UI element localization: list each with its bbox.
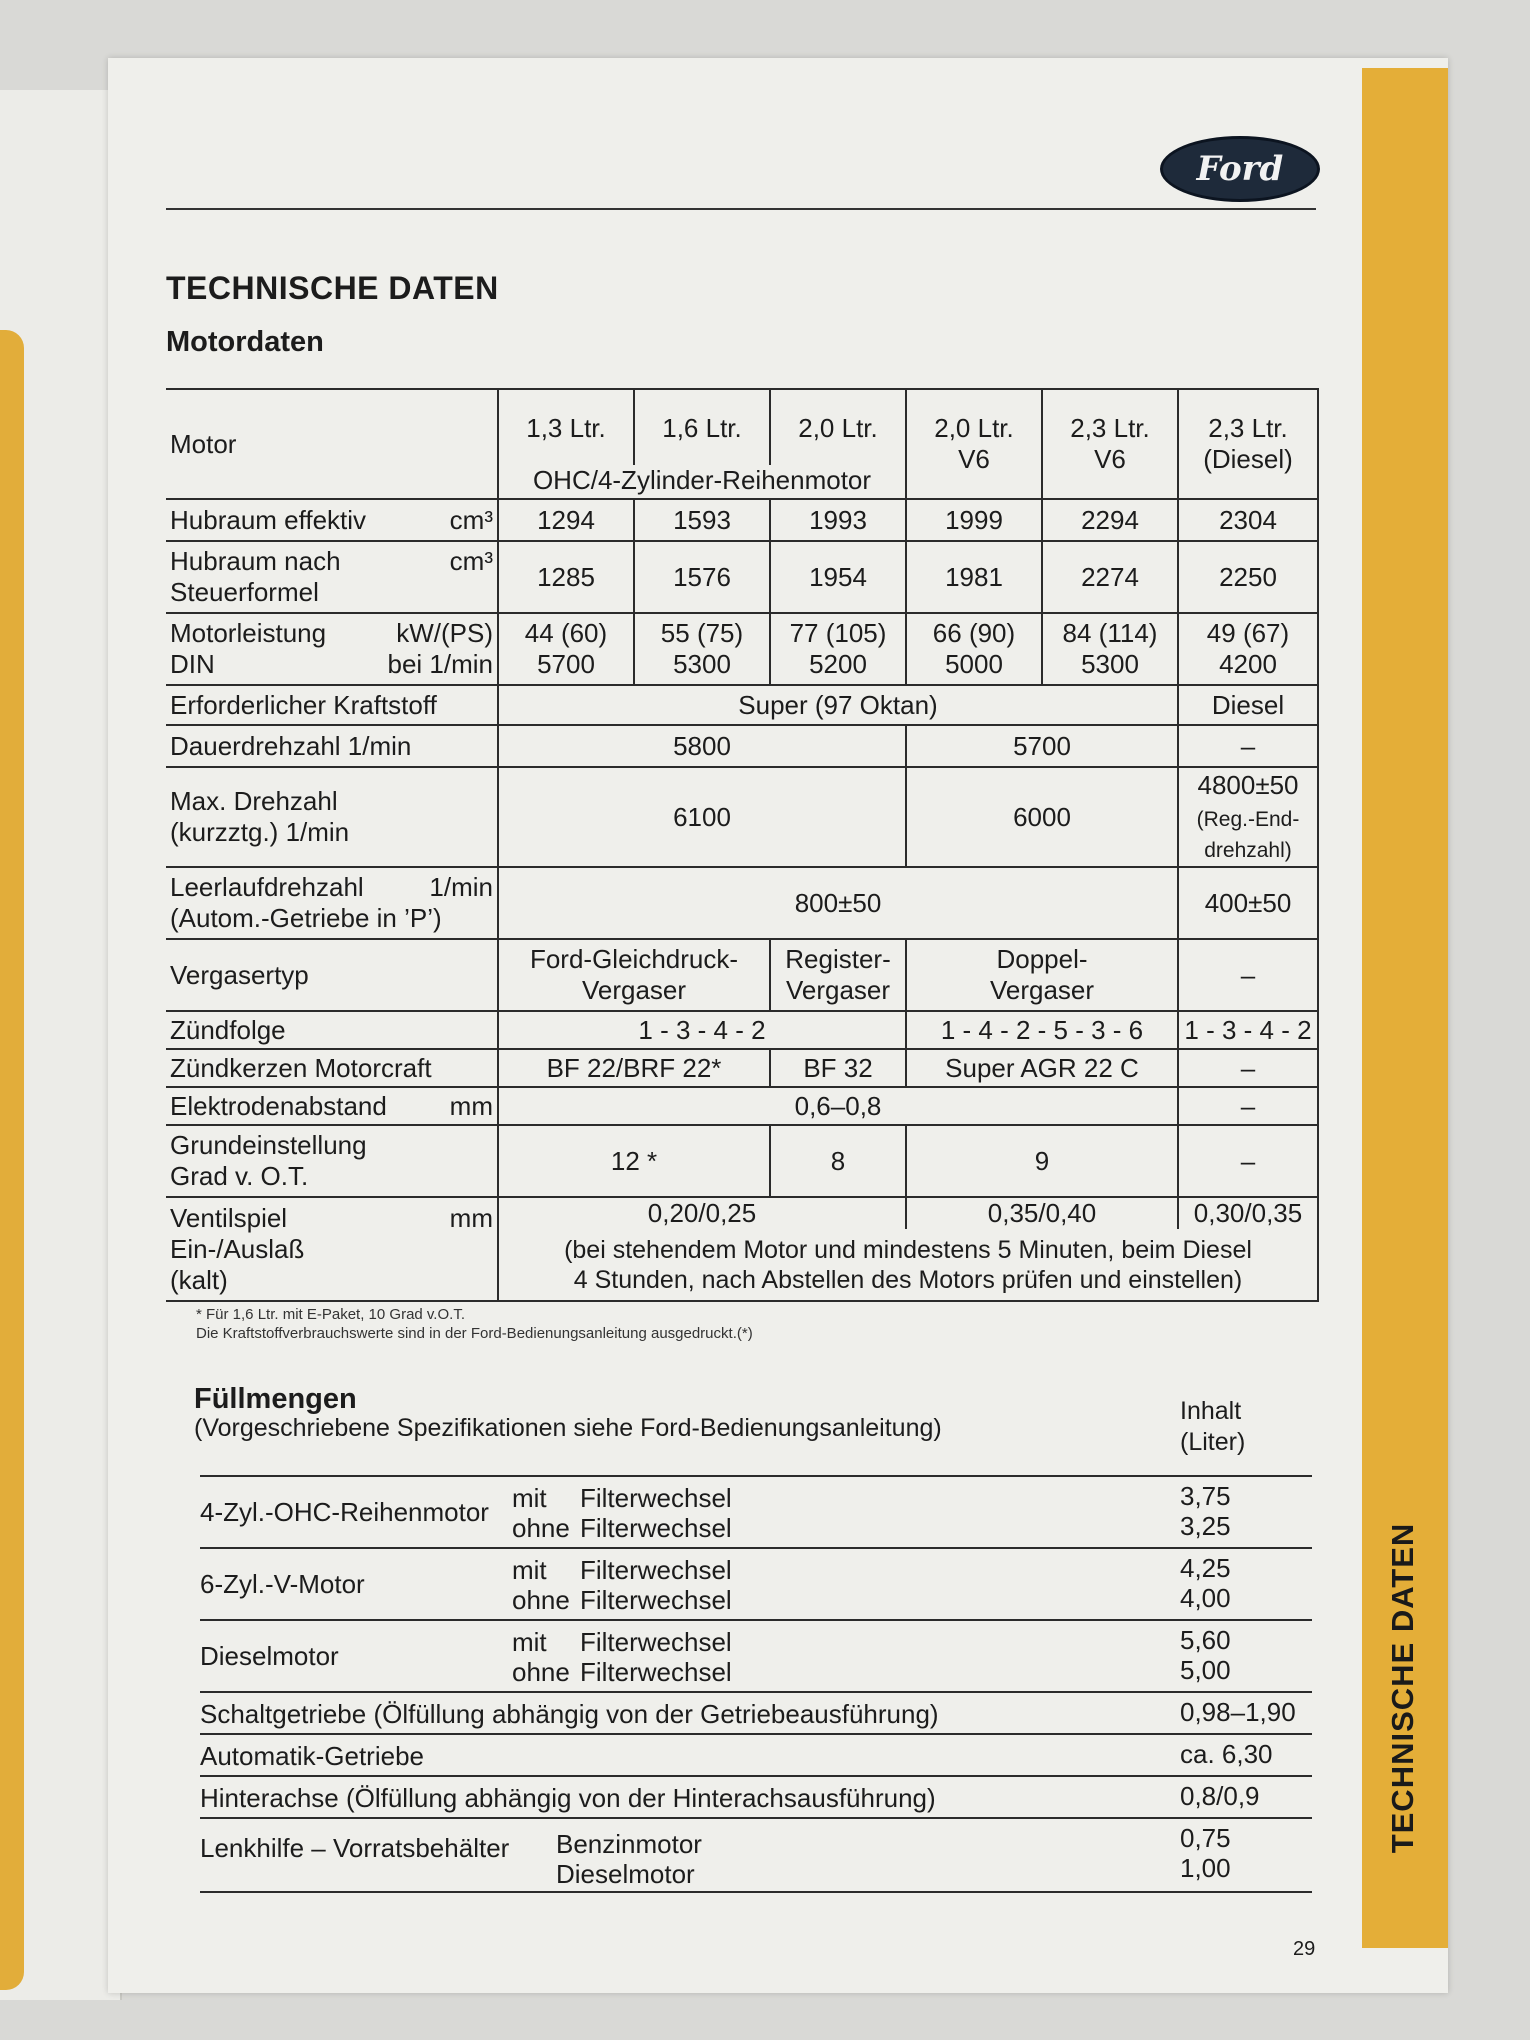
row-label: Motorleistung DIN kW/(PS) bei 1/min — [166, 613, 498, 685]
footnotes — [196, 1306, 753, 1344]
table-cell: 8 — [770, 1125, 906, 1197]
row-label: Zündkerzen Motorcraft — [166, 1049, 498, 1087]
table-cell: 1981 — [906, 541, 1042, 613]
table-row — [166, 541, 1318, 613]
fill-filter: Filterwechsel — [580, 1657, 732, 1687]
table-cell: 77 (105) 5200 — [770, 613, 906, 685]
side-tab-band — [1362, 68, 1448, 1948]
header-cell: OHC/4-Zylinder-Reihenmotor — [498, 465, 906, 499]
fill-sublabel: Dieselmotor — [556, 1859, 695, 1889]
table-cell: 84 (114) 5300 — [1042, 613, 1178, 685]
row-label: Hubraum effektiv cm³ — [166, 499, 498, 541]
table-row — [166, 767, 1318, 867]
header-rule — [166, 208, 1316, 210]
footnote-2: Die Kraftstoffverbrauchswerte sind in der Ford-Bedienungsanleitung ausgedruckt.(*) — [196, 1324, 753, 1342]
row-label: Zündfolge — [166, 1011, 498, 1049]
table-cell: Super (97 Oktan) — [498, 685, 1178, 725]
table-cell: 1 - 4 - 2 - 5 - 3 - 6 — [906, 1011, 1178, 1049]
fill-filter: Filterwechsel — [580, 1513, 732, 1543]
row-label: Ventilspiel mm Ein-/Auslaß (kalt) — [166, 1197, 498, 1301]
table-cell: 1576 — [634, 541, 770, 613]
table-row — [166, 613, 1318, 685]
table-cell-note: (bei stehendem Motor und mindestens 5 Minuten, beim Diesel 4 Stunden, nach Abstellen des Motors prüfen und einstellen) — [498, 1229, 1318, 1301]
table-cell: 1954 — [770, 541, 906, 613]
table-cell: BF 32 — [770, 1049, 906, 1087]
table-cell: Diesel — [1178, 685, 1318, 725]
row-label: Grundeinstellung Grad v. O.T. — [166, 1125, 498, 1197]
table-cell: 2294 — [1042, 499, 1178, 541]
table-cell: 0,30/0,35 — [1178, 1197, 1318, 1229]
row-label: Max. Drehzahl (kurzztg.) 1/min — [166, 767, 498, 867]
ford-logo-text: Ford — [1196, 149, 1284, 189]
table-row — [166, 389, 1318, 465]
fill-label: Schaltgetriebe (Ölfüllung abhängig von der Getriebeausführung) — [200, 1699, 939, 1729]
fill-ohne: ohne — [512, 1585, 570, 1615]
table-cell: 2274 — [1042, 541, 1178, 613]
header-cell: 1,6 Ltr. — [634, 389, 770, 465]
table-row — [166, 499, 1318, 541]
fill-label: 6-Zyl.-V-Motor — [200, 1569, 365, 1599]
table-row — [166, 867, 1318, 939]
left-page-color-strip — [0, 330, 24, 1990]
fill-filter: Filterwechsel — [580, 1483, 732, 1513]
fill-mit: mit — [512, 1627, 547, 1657]
table-cell: 0,6–0,8 — [498, 1087, 1178, 1125]
fill-label: Hinterachse (Ölfüllung abhängig von der Hinterachsausführung) — [200, 1783, 936, 1813]
fill-ohne: ohne — [512, 1513, 570, 1543]
row-label: Elektrodenabstand mm — [166, 1087, 498, 1125]
row-label: Erforderlicher Kraftstoff — [166, 685, 498, 725]
fill-value: 0,75 — [1180, 1823, 1231, 1853]
fuellmengen-subtitle: (Vorgeschriebene Spezifikationen siehe Ford-Bedienungsanleitung) — [194, 1414, 942, 1442]
table-cell: – — [1178, 1087, 1318, 1125]
table-cell: – — [1178, 725, 1318, 767]
table-cell: 1993 — [770, 499, 906, 541]
side-tab-label: TECHNISCHE DATEN — [1385, 1522, 1420, 1854]
table-cell: 9 — [906, 1125, 1178, 1197]
table-cell: 5800 — [498, 725, 906, 767]
engine-data-table — [166, 388, 1319, 1302]
header-cell: 2,3 Ltr. V6 — [1042, 389, 1178, 499]
table-cell: 44 (60) 5700 — [498, 613, 634, 685]
table-cell: BF 22/BRF 22* — [498, 1049, 770, 1087]
table-cell: 6000 — [906, 767, 1178, 867]
fill-value: 5,00 — [1180, 1655, 1231, 1685]
fill-sublabel: Benzinmotor — [556, 1829, 702, 1859]
fill-value: 0,8/0,9 — [1180, 1781, 1260, 1811]
table-row — [200, 1733, 1312, 1775]
document-page — [108, 58, 1448, 1993]
inhalt-header: Inhalt (Liter) — [1180, 1397, 1246, 1457]
page-title: TECHNISCHE DATEN — [166, 270, 499, 306]
header-cell: 2,0 Ltr. V6 — [906, 389, 1042, 499]
table-cell: 400±50 — [1178, 867, 1318, 939]
row-label: Vergasertyp — [166, 939, 498, 1011]
table-cell: 12 * — [498, 1125, 770, 1197]
table-cell: 5700 — [906, 725, 1178, 767]
row-label: Leerlaufdrehzahl 1/min (Autom.-Getriebe in ’P’) — [166, 867, 498, 939]
table-row — [166, 1125, 1318, 1197]
table-row — [200, 1547, 1312, 1619]
table-cell: 2304 — [1178, 499, 1318, 541]
section-title-motordaten: Motordaten — [166, 326, 324, 358]
table-cell: – — [1178, 1125, 1318, 1197]
fill-label: Lenkhilfe – Vorratsbehälter — [200, 1833, 510, 1863]
table-cell: 1285 — [498, 541, 634, 613]
table-row — [166, 725, 1318, 767]
fill-filter: Filterwechsel — [580, 1555, 732, 1585]
left-page-edge — [0, 90, 122, 2000]
table-row — [166, 685, 1318, 725]
page-number: 29 — [1293, 1938, 1316, 1960]
table-cell: 55 (75) 5300 — [634, 613, 770, 685]
fill-quantities-table — [200, 1475, 1312, 1893]
fill-label: 4-Zyl.-OHC-Reihenmotor — [200, 1497, 489, 1527]
table-row — [200, 1619, 1312, 1691]
table-cell: 1 - 3 - 4 - 2 — [498, 1011, 906, 1049]
table-cell: – — [1178, 939, 1318, 1011]
fill-ohne: ohne — [512, 1657, 570, 1687]
header-cell: 1,3 Ltr. — [498, 389, 634, 465]
table-cell: Ford-Gleichdruck- Vergaser — [498, 939, 770, 1011]
fill-label: Dieselmotor — [200, 1641, 339, 1671]
table-row — [200, 1691, 1312, 1733]
header-cell: 2,0 Ltr. — [770, 389, 906, 465]
table-cell: 2250 — [1178, 541, 1318, 613]
fill-value: 3,25 — [1180, 1511, 1231, 1541]
table-cell: 66 (90) 5000 — [906, 613, 1042, 685]
table-cell: 0,20/0,25 — [498, 1197, 906, 1229]
table-row — [166, 1197, 1318, 1229]
table-cell: 6100 — [498, 767, 906, 867]
table-cell: 49 (67) 4200 — [1178, 613, 1318, 685]
table-cell: 1999 — [906, 499, 1042, 541]
fill-value: 4,00 — [1180, 1583, 1231, 1613]
table-cell: – — [1178, 1049, 1318, 1087]
fill-mit: mit — [512, 1555, 547, 1585]
table-cell: 1294 — [498, 499, 634, 541]
table-cell: 4800±50 (Reg.-End- drehzahl) — [1178, 767, 1318, 867]
fill-filter: Filterwechsel — [580, 1627, 732, 1657]
table-cell: 1593 — [634, 499, 770, 541]
table-row — [200, 1817, 1312, 1893]
fill-filter: Filterwechsel — [580, 1585, 732, 1615]
table-row — [200, 1475, 1312, 1547]
header-motor: Motor — [166, 389, 498, 499]
footnote-1: * Für 1,6 Ltr. mit E-Paket, 10 Grad v.O.T. — [196, 1306, 465, 1323]
row-label: Hubraum nach Steuerformel cm³ — [166, 541, 498, 613]
fill-value: 3,75 — [1180, 1481, 1231, 1511]
table-cell: 1 - 3 - 4 - 2 — [1178, 1011, 1318, 1049]
table-row — [166, 939, 1318, 1011]
fill-value: ca. 6,30 — [1180, 1739, 1273, 1769]
table-cell: 0,35/0,40 — [906, 1197, 1178, 1229]
table-cell: Register- Vergaser — [770, 939, 906, 1011]
table-row — [200, 1775, 1312, 1817]
table-row — [166, 1011, 1318, 1049]
fill-label: Automatik-Getriebe — [200, 1741, 424, 1771]
table-row — [166, 1049, 1318, 1087]
ford-logo — [1160, 136, 1320, 202]
row-label: Dauerdrehzahl 1/min — [166, 725, 498, 767]
fill-value: 5,60 — [1180, 1625, 1231, 1655]
fill-value: 1,00 — [1180, 1853, 1231, 1883]
fill-mit: mit — [512, 1483, 547, 1513]
fill-value: 4,25 — [1180, 1553, 1231, 1583]
table-row — [166, 1087, 1318, 1125]
table-cell: Super AGR 22 C — [906, 1049, 1178, 1087]
header-cell: 2,3 Ltr. (Diesel) — [1178, 389, 1318, 499]
table-cell: 800±50 — [498, 867, 1178, 939]
section-title-fuellmengen: Füllmengen — [194, 1383, 357, 1415]
side-tab — [1360, 1448, 1446, 1928]
table-cell: Doppel- Vergaser — [906, 939, 1178, 1011]
fill-value: 0,98–1,90 — [1180, 1697, 1296, 1727]
